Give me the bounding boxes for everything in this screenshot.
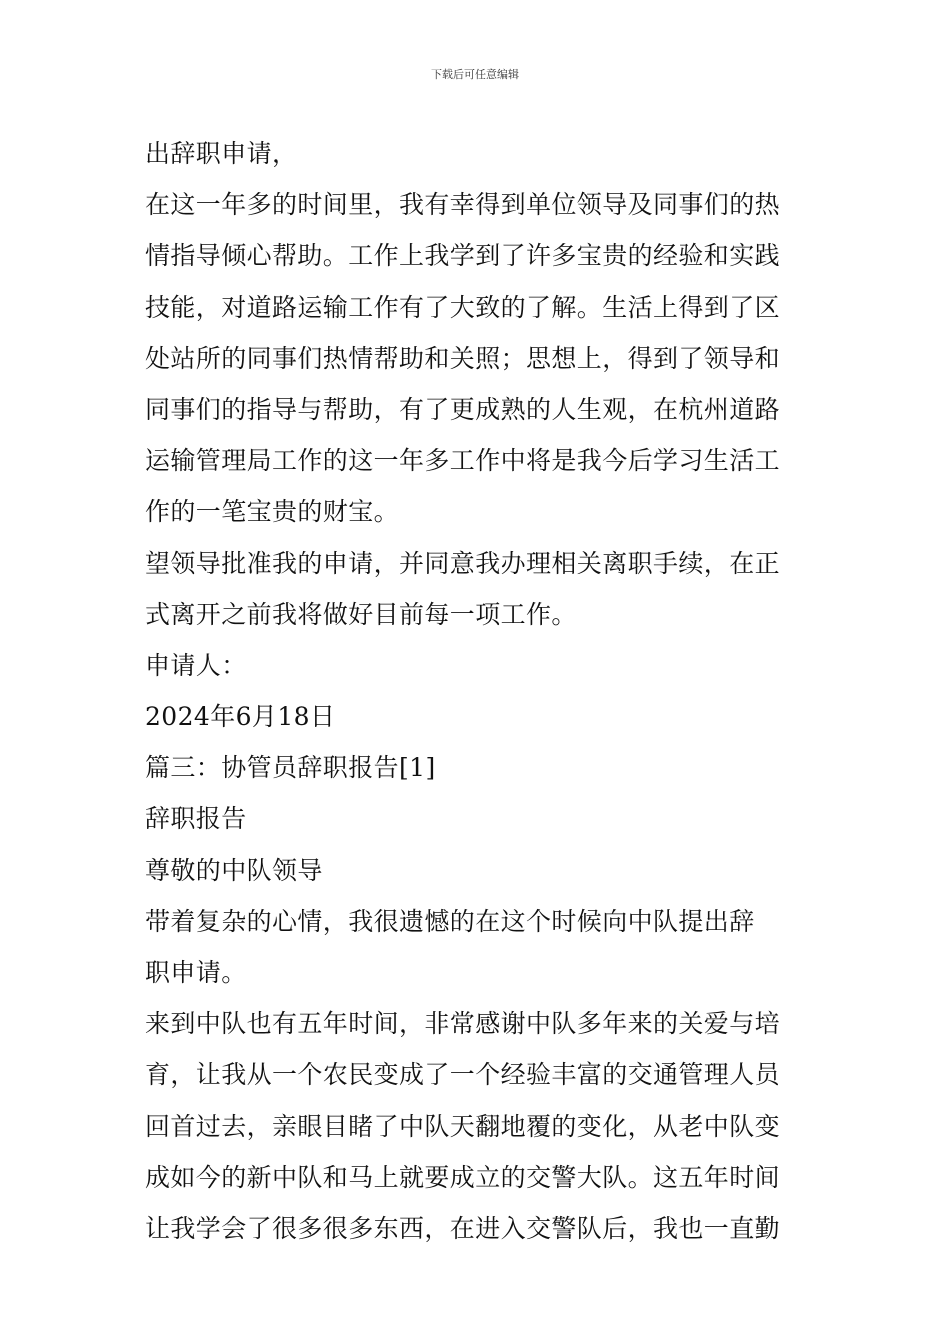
salutation: 尊敬的中队领导 xyxy=(145,855,323,885)
text-line: 带着复杂的心情，我很遗憾的在这个时候向中队提出辞 xyxy=(145,906,755,936)
text-line: 来到中队也有五年时间，非常感谢中队多年来的关爱与培 xyxy=(145,1009,781,1039)
section-heading: 篇三：协管员辞职报告[1] xyxy=(145,753,436,783)
text-line: 育，让我从一个农民变成了一个经验丰富的交通管理人员 xyxy=(145,1060,781,1090)
text-line: 在这一年多的时间里，我有幸得到单位领导及同事们的热 xyxy=(145,190,781,220)
text-line: 出辞职申请， xyxy=(145,139,298,168)
text-line: 处站所的同事们热情帮助和关照；思想上，得到了领导和 xyxy=(145,343,781,373)
text-line: 式离开之前我将做好目前每一项工作。 xyxy=(145,599,577,629)
date-line: 2024年6月18日 xyxy=(145,702,336,732)
text-line: 回首过去，亲眼目睹了中队天翻地覆的变化，从老中队变 xyxy=(145,1111,781,1141)
text-line: 职申请。 xyxy=(145,958,247,987)
report-title: 辞职报告 xyxy=(145,804,247,834)
page-header: 下载后可任意编辑 xyxy=(431,68,519,81)
text-line: 情指导倾心帮助。工作上我学到了许多宝贵的经验和实践 xyxy=(145,241,781,271)
text-line: 让我学会了很多很多东西，在进入交警队后，我也一直勤 xyxy=(145,1213,781,1243)
text-line: 技能，对道路运输工作有了大致的了解。生活上得到了区 xyxy=(145,292,781,322)
text-line: 望领导批准我的申请，并同意我办理相关离职手续，在正 xyxy=(145,548,781,578)
applicant-label: 申请人： xyxy=(145,650,247,680)
text-line: 作的一笔宝贵的财宝。 xyxy=(145,497,400,527)
document-body xyxy=(145,128,815,1254)
text-line: 运输管理局工作的这一年多工作中将是我今后学习生活工 xyxy=(145,446,781,476)
text-line: 成如今的新中队和马上就要成立的交警大队。这五年时间 xyxy=(145,1162,781,1192)
text-line: 同事们的指导与帮助，有了更成熟的人生观，在杭州道路 xyxy=(145,394,781,424)
